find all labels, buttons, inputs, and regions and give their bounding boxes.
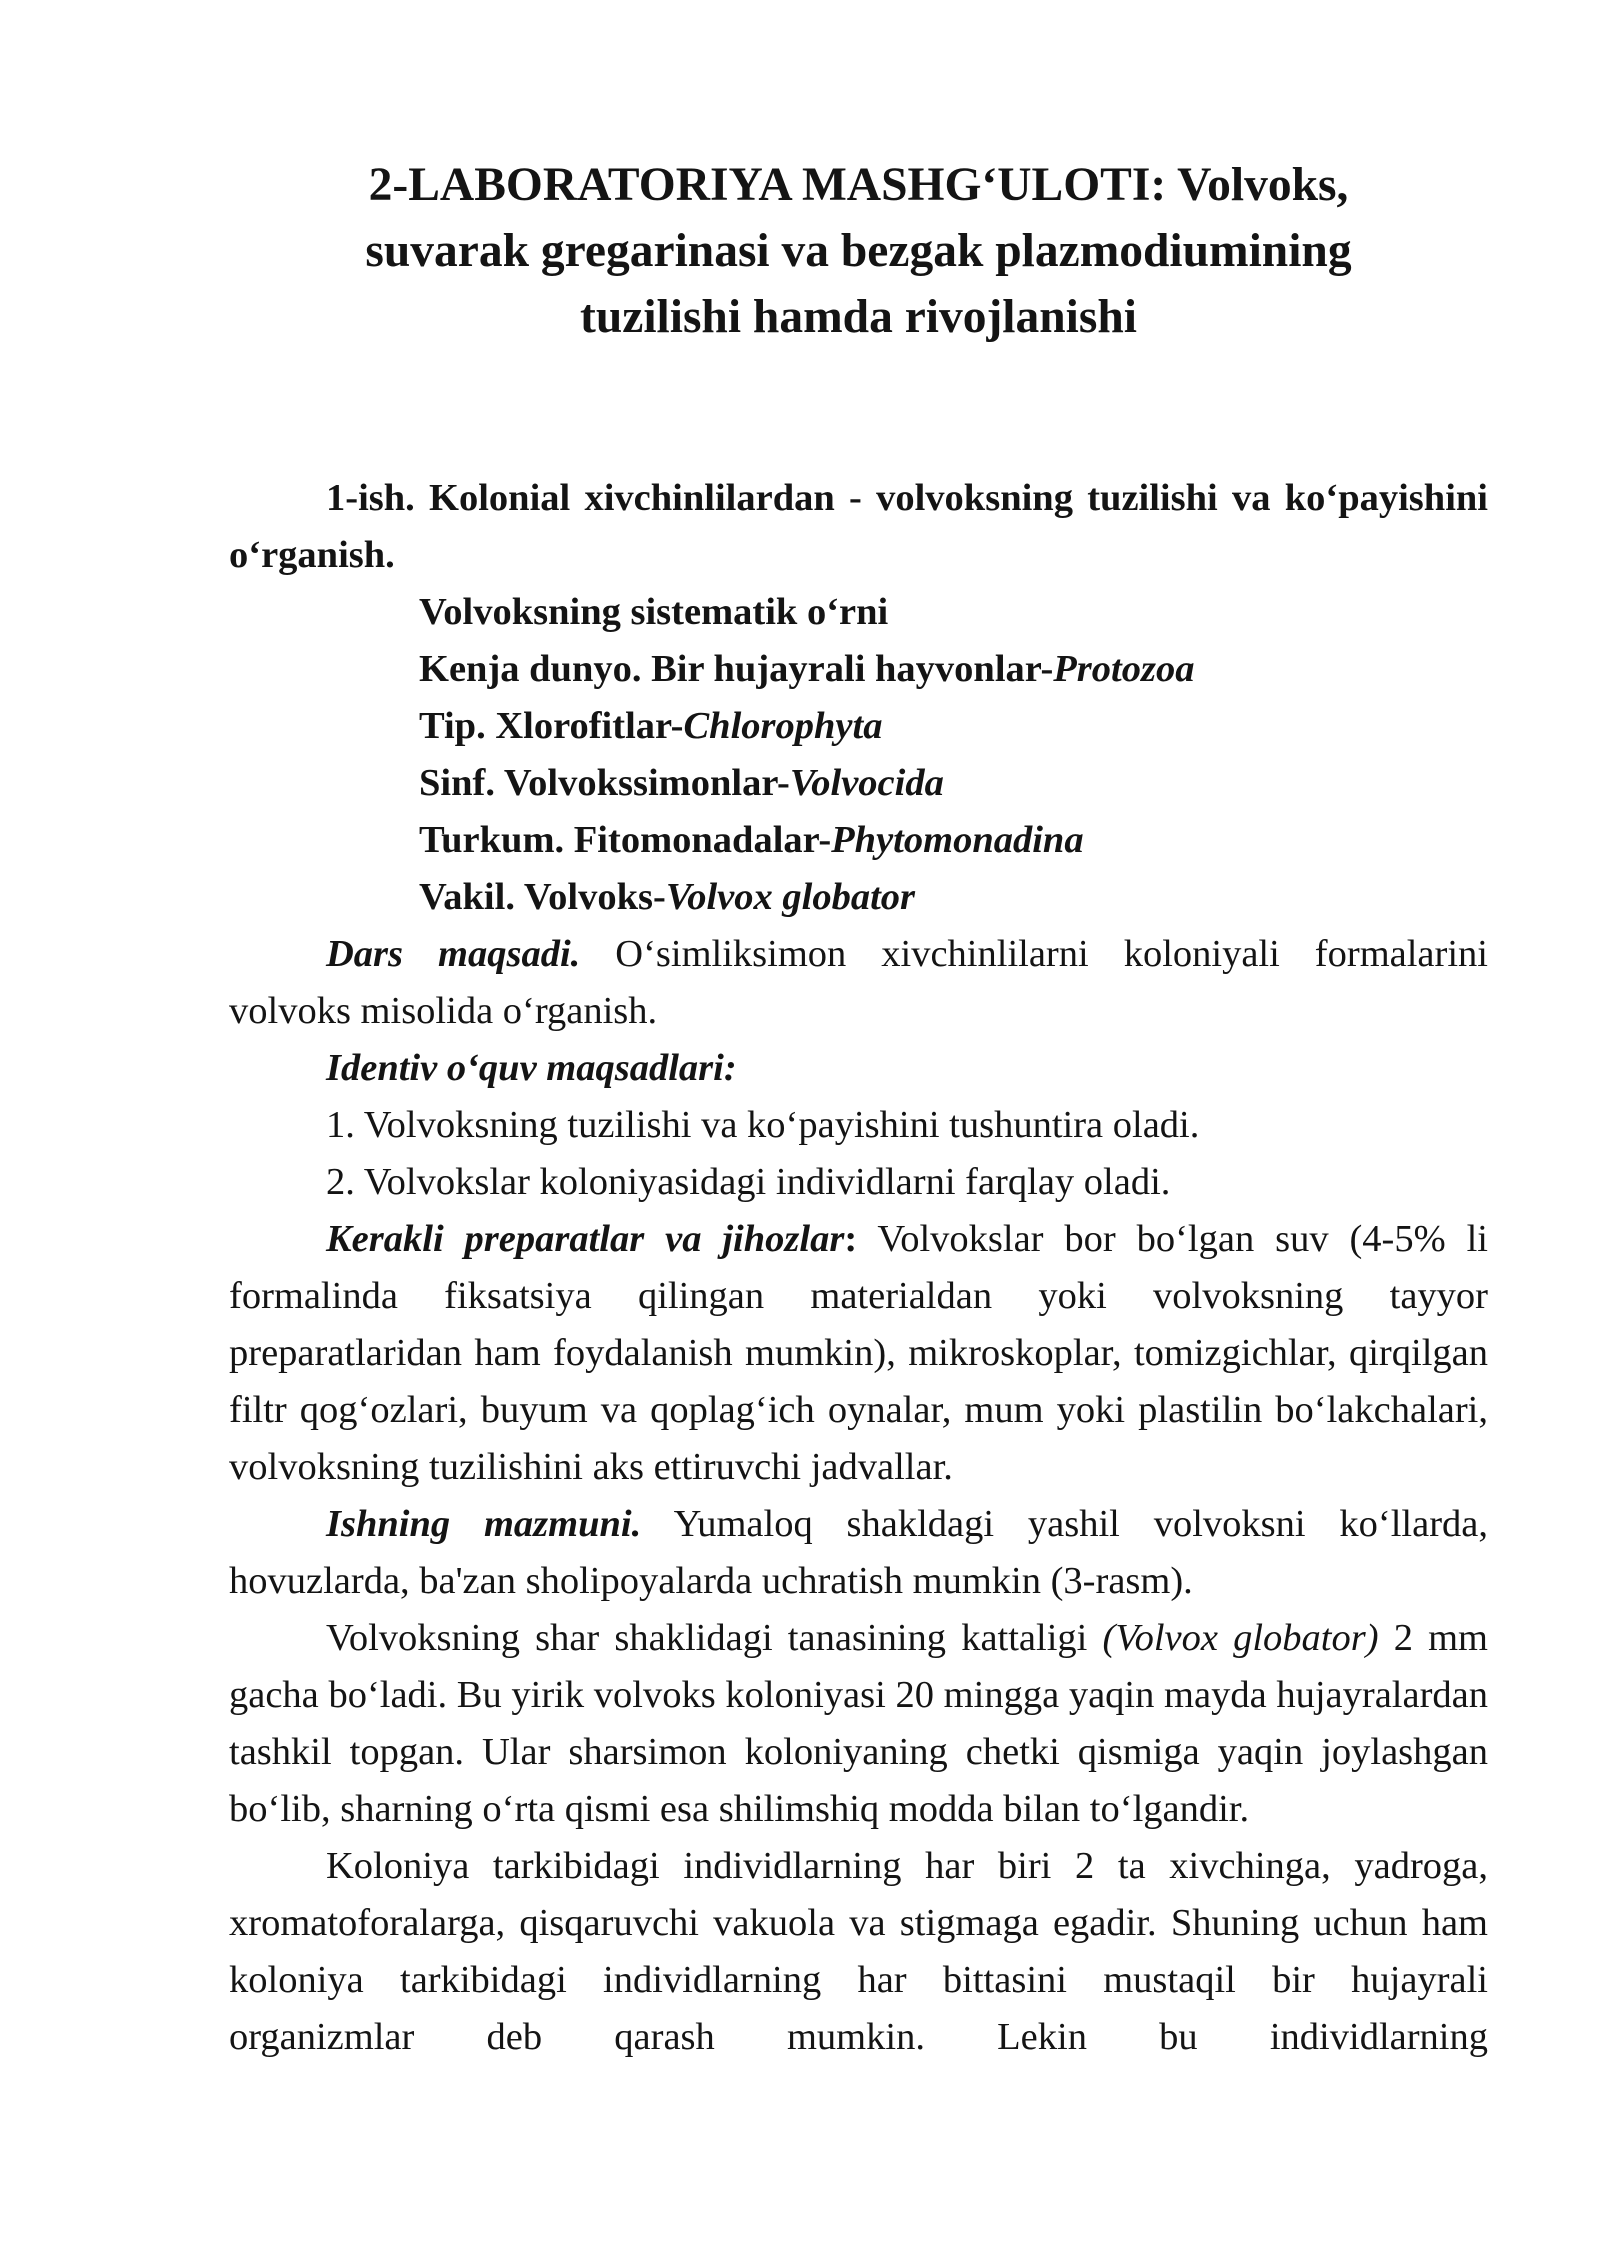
materials-text: Volvokslar bor bo‘lgan suv (4-5% li formalinda fiksatsiya qilingan materialdan yoki volvoksning tayyor preparatlaridan ham foydalanish mumkin), mikroskoplar, tomizgichlar, qirqilgan filtr qog‘ozlari, buyum va qoplag‘ich oynalar, mum yoki plastilin bo‘lakchalari, volvoksning tuzilishini aks ettiruvchi jadvallar. xyxy=(229,1218,1488,1488)
taxonomy-latin: Volvocida xyxy=(789,762,944,804)
taxonomy-rank: Turkum. Fitomonadalar- xyxy=(419,819,832,861)
content-label: Ishning mazmuni. xyxy=(326,1503,642,1545)
taxonomy-latin: Phytomonadina xyxy=(831,819,1084,861)
taxonomy-block xyxy=(229,584,1488,926)
taxonomy-heading: Volvoksning sistematik o‘rni xyxy=(419,591,889,633)
goal-text: O‘simliksimon xivchinlilarni koloniyali formalarini volvoks misolida o‘rganish. xyxy=(229,933,1488,1032)
objective-item: 1. Volvoksning tuzilishi va ko‘payishini tushuntira oladi. xyxy=(326,1104,1200,1146)
taxonomy-row xyxy=(229,755,1488,812)
title-line: suvarak gregarinasi va bezgak plazmodiumining xyxy=(365,225,1352,277)
document-page xyxy=(229,152,1488,2066)
size-text-before: Volvoksning shar shaklidagi tanasining kattaligi xyxy=(326,1617,1103,1659)
task-heading: 1-ish. Kolonial xivchinlilardan - volvoksning tuzilishi va ko‘payishini o‘rganish. xyxy=(229,477,1488,576)
taxonomy-rank: Tip. Xlorofitlar- xyxy=(419,705,684,747)
content-text: Yumaloq shakldagi yashil volvoksni ko‘llarda, hovuzlarda, ba'zan sholipoyalarda uchratish mumkin (3-rasm). xyxy=(229,1503,1488,1602)
title-line: tuzilishi hamda rivojlanishi xyxy=(580,291,1137,343)
goal-paragraph xyxy=(229,926,1488,1040)
materials-colon: : xyxy=(844,1218,858,1260)
objective-item: 2. Volvokslar koloniyasidagi individlarni farqlay oladi. xyxy=(326,1161,1171,1203)
taxonomy-row xyxy=(229,641,1488,698)
size-latin-name: (Volvox globator) xyxy=(1102,1617,1379,1659)
taxonomy-rank: Sinf. Volvokssimonlar- xyxy=(419,762,790,804)
page-title xyxy=(229,152,1488,350)
taxonomy-latin: Chlorophyta xyxy=(683,705,883,747)
size-text-after: 2 mm gacha bo‘ladi. Bu yirik volvoks koloniyasi 20 mingga yaqin mayda hujayralardan tashkil topgan. Ular sharsimon koloniyaning chetki qismiga yaqin joylashgan bo‘lib, sharning o‘rta qismi esa shilimshiq modda bilan to‘lgandir. xyxy=(229,1617,1489,1830)
materials-label: Kerakli preparatlar va jihozlar xyxy=(326,1218,845,1260)
materials-paragraph xyxy=(229,1211,1488,1496)
taxonomy-row xyxy=(229,812,1488,869)
goal-label: Dars maqsadi. xyxy=(326,933,581,975)
taxonomy-latin: Protozoa xyxy=(1053,648,1195,690)
taxonomy-latin: Volvox globator xyxy=(665,876,916,918)
colony-paragraph: Koloniya tarkibidagi individlarning har biri 2 ta xivchinga, yadroga, xromatoforalarga, qisqaruvchi vakuola va stigmaga egadir. Shuning uchun ham koloniya tarkibidagi individlarning har bittasini mustaqil bir hujayrali organizmlar deb qarash mumkin. Lekin bu individlarning xyxy=(229,1845,1488,2058)
objectives-heading: Identiv o‘quv maqsadlari: xyxy=(326,1047,737,1089)
content-paragraph xyxy=(229,1496,1488,1610)
title-line: 2-LABORATORIYA MASHG‘ULOTI: Volvoks, xyxy=(368,159,1349,211)
taxonomy-rank: Vakil. Volvoks- xyxy=(419,876,666,918)
size-paragraph xyxy=(229,1610,1488,1838)
taxonomy-rank: Kenja dunyo. Bir hujayrali hayvonlar- xyxy=(419,648,1054,690)
taxonomy-row xyxy=(229,698,1488,755)
taxonomy-row xyxy=(229,869,1488,926)
